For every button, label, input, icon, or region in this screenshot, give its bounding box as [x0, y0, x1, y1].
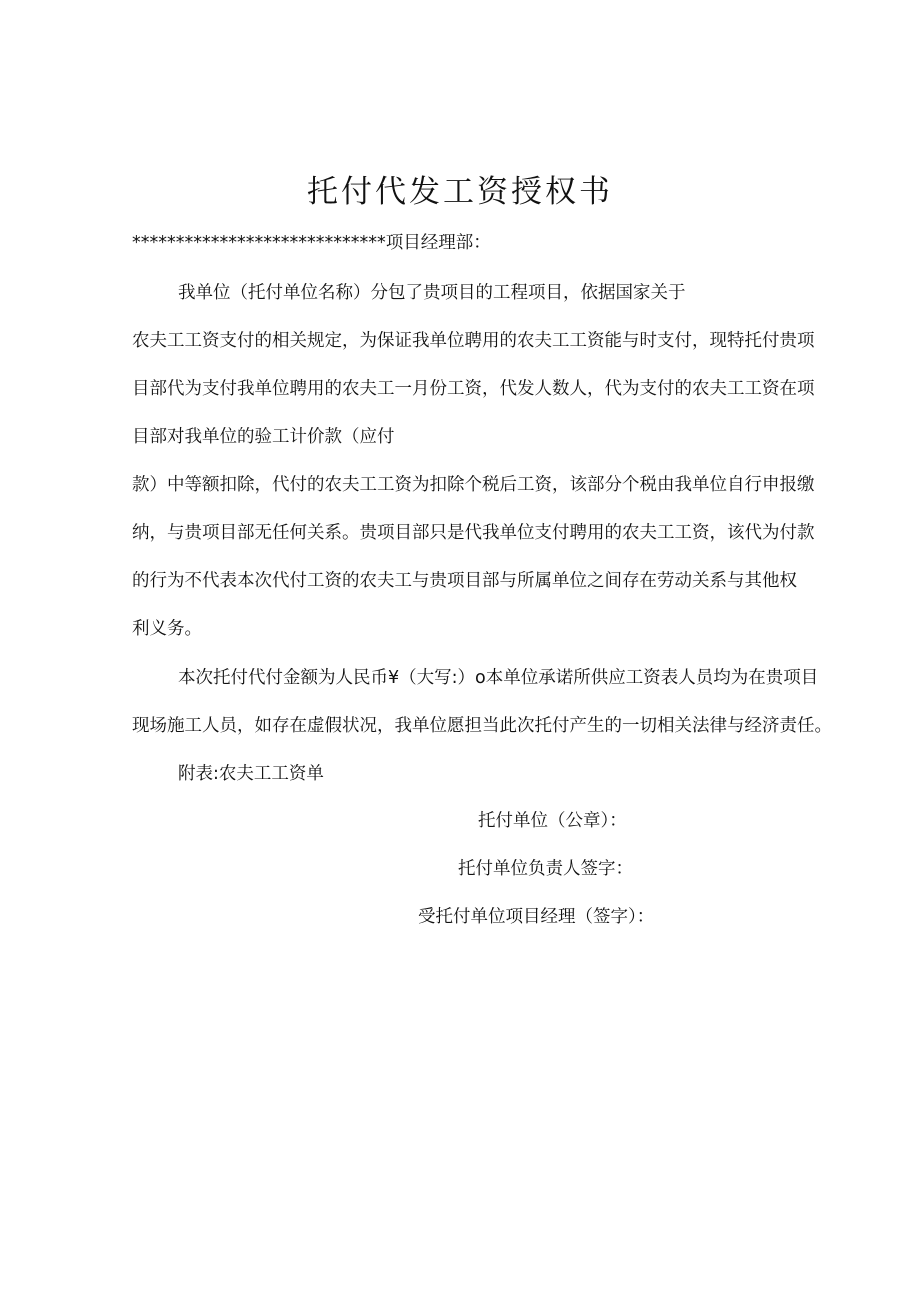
- document-title: 托付代发工资授权书: [307, 174, 613, 210]
- entrusting-unit-seal-line: 托付单位（公章）：: [478, 811, 627, 831]
- paragraph2-line: 本次托付代付金额为人民币¥（大写:）o本单位承诺所供应工资表人员均为在贵项目: [178, 668, 819, 688]
- paragraph1-line: 目部对我单位的验工计价款（应付: [132, 427, 395, 447]
- paragraph2-line: 现场施工人员，如存在虚假状况，我单位愿担当此次托付产生的一切相关法律与经济责任。: [132, 716, 832, 736]
- project-manager-signature-line: 受托付单位项目经理（签字）：: [418, 907, 655, 927]
- attachment-note: 附表:农夫工工资单: [178, 764, 324, 784]
- unit-leader-signature-line: 托付单位负责人签字：: [458, 859, 633, 879]
- paragraph1-line: 目部代为支付我单位聘用的农夫工一月份工资，代发人数人，代为支付的农夫工工资在项: [132, 379, 815, 399]
- addressee-line: *****************************项目经理部：: [132, 233, 491, 253]
- paragraph1-line: 农夫工工资支付的相关规定，为保证我单位聘用的农夫工工资能与时支付，现特托付贵项: [132, 331, 815, 351]
- paragraph1-line: 款）中等额扣除，代付的农夫工工资为扣除个税后工资，该部分个税由我单位自行申报缴: [132, 475, 815, 495]
- paragraph1-line: 我单位（托付单位名称）分包了贵项目的工程项目，依据国家关于: [178, 283, 686, 303]
- paragraph1-line: 纳，与贵项目部无任何关系。贵项目部只是代我单位支付聘用的农夫工工资，该代为付款: [132, 523, 815, 543]
- paragraph1-line: 利义务。: [132, 619, 202, 639]
- paragraph1-line: 的行为不代表本次代付工资的农夫工与贵项目部与所属单位之间存在劳动关系与其他权: [132, 571, 797, 591]
